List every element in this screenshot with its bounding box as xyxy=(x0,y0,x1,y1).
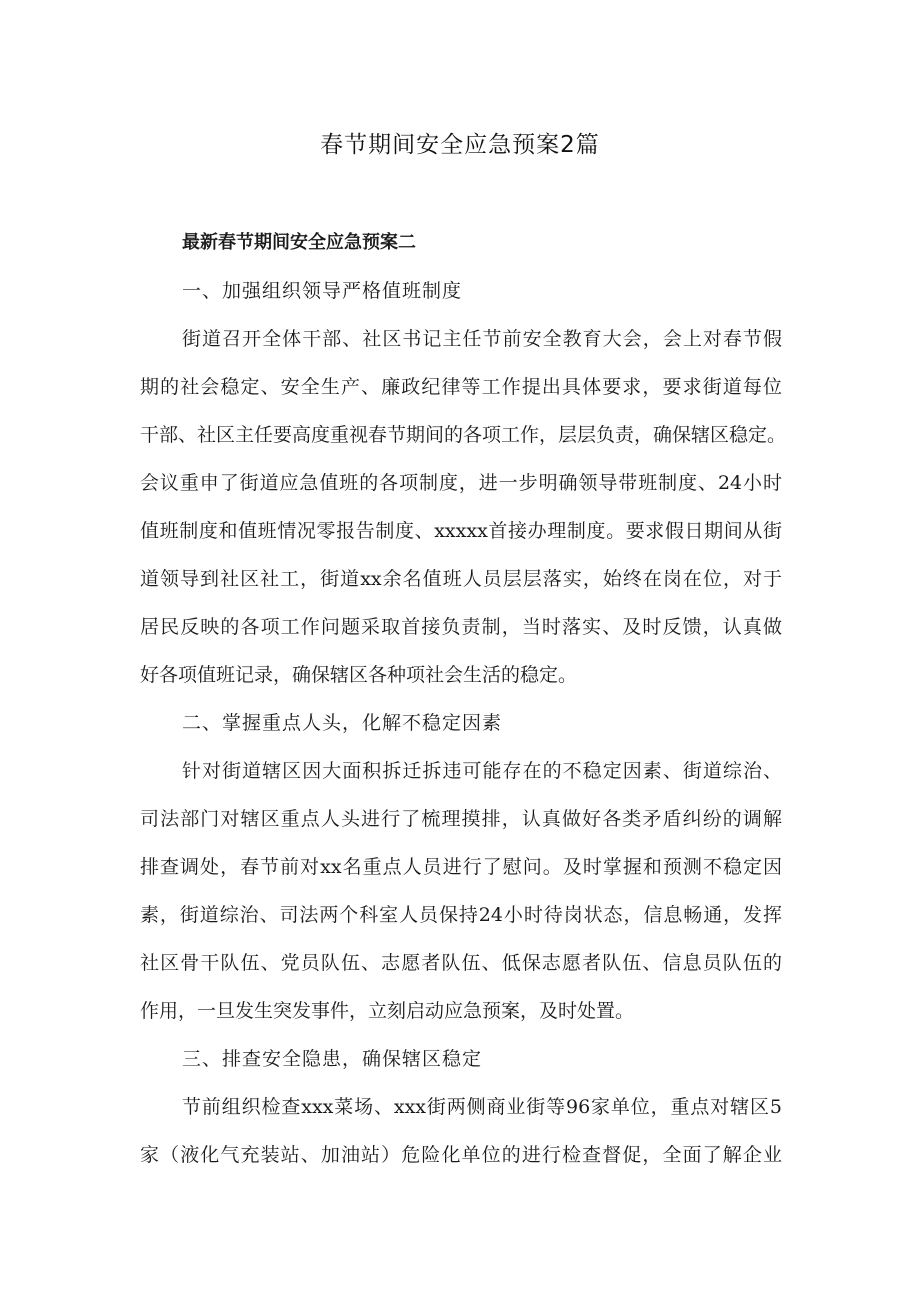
paragraph-line: 会议重申了街道应急值班的各项制度，进一步明确领导带班制度、24小时 xyxy=(140,472,782,494)
paragraph-line: 排查调处，春节前对xx名重点人员进行了慰问。及时掌握和预测不稳定因 xyxy=(140,856,782,878)
document-title: 春节期间安全应急预案2篇 xyxy=(320,132,600,158)
section-heading-3: 三、排查安全隐患，确保辖区稳定 xyxy=(182,1048,483,1070)
paragraph-line: 道领导到社区社工，街道xx余名值班人员层层落实，始终在岗在位，对于 xyxy=(140,568,782,590)
paragraph-line: 作用，一旦发生突发事件，立刻启动应急预案，及时处置。 xyxy=(140,1000,635,1022)
paragraph-line: 干部、社区主任要高度重视春节期间的各项工作，层层负责，确保辖区稳定。 xyxy=(140,424,787,446)
paragraph-line: 街道召开全体干部、社区书记主任节前安全教育大会，会上对春节假 xyxy=(182,328,782,350)
paragraph-line: 家（液化气充装站、加油站）危险化单位的进行检查督促，全面了解企业 xyxy=(140,1144,782,1166)
paragraph-line: 社区骨干队伍、党员队伍、志愿者队伍、低保志愿者队伍、信息员队伍的 xyxy=(140,952,782,974)
paragraph-line: 针对街道辖区因大面积拆迁拆违可能存在的不稳定因素、街道综治、 xyxy=(182,760,782,782)
paragraph-line: 好各项值班记录，确保辖区各种项社会生活的稳定。 xyxy=(140,664,578,686)
paragraph-line: 素，街道综治、司法两个科室人员保持24小时待岗状态，信息畅通，发挥 xyxy=(140,904,782,926)
paragraph-line: 节前组织检查xxx菜场、xxx街两侧商业街等96家单位，重点对辖区5 xyxy=(182,1096,782,1118)
section-heading-2: 二、掌握重点人头，化解不稳定因素 xyxy=(182,712,503,734)
paragraph-line: 司法部门对辖区重点人头进行了梳理摸排，认真做好各类矛盾纠纷的调解 xyxy=(140,808,782,830)
document-subtitle: 最新春节期间安全应急预案二 xyxy=(182,232,416,253)
paragraph-line: 居民反映的各项工作问题采取首接负责制，当时落实、及时反馈，认真做 xyxy=(140,616,782,638)
paragraph-line: 值班制度和值班情况零报告制度、xxxxx首接办理制度。要求假日期间从街 xyxy=(140,520,782,542)
paragraph-line: 期的社会稳定、安全生产、廉政纪律等工作提出具体要求，要求街道每位 xyxy=(140,376,782,398)
section-heading-1: 一、加强组织领导严格值班制度 xyxy=(182,280,463,302)
